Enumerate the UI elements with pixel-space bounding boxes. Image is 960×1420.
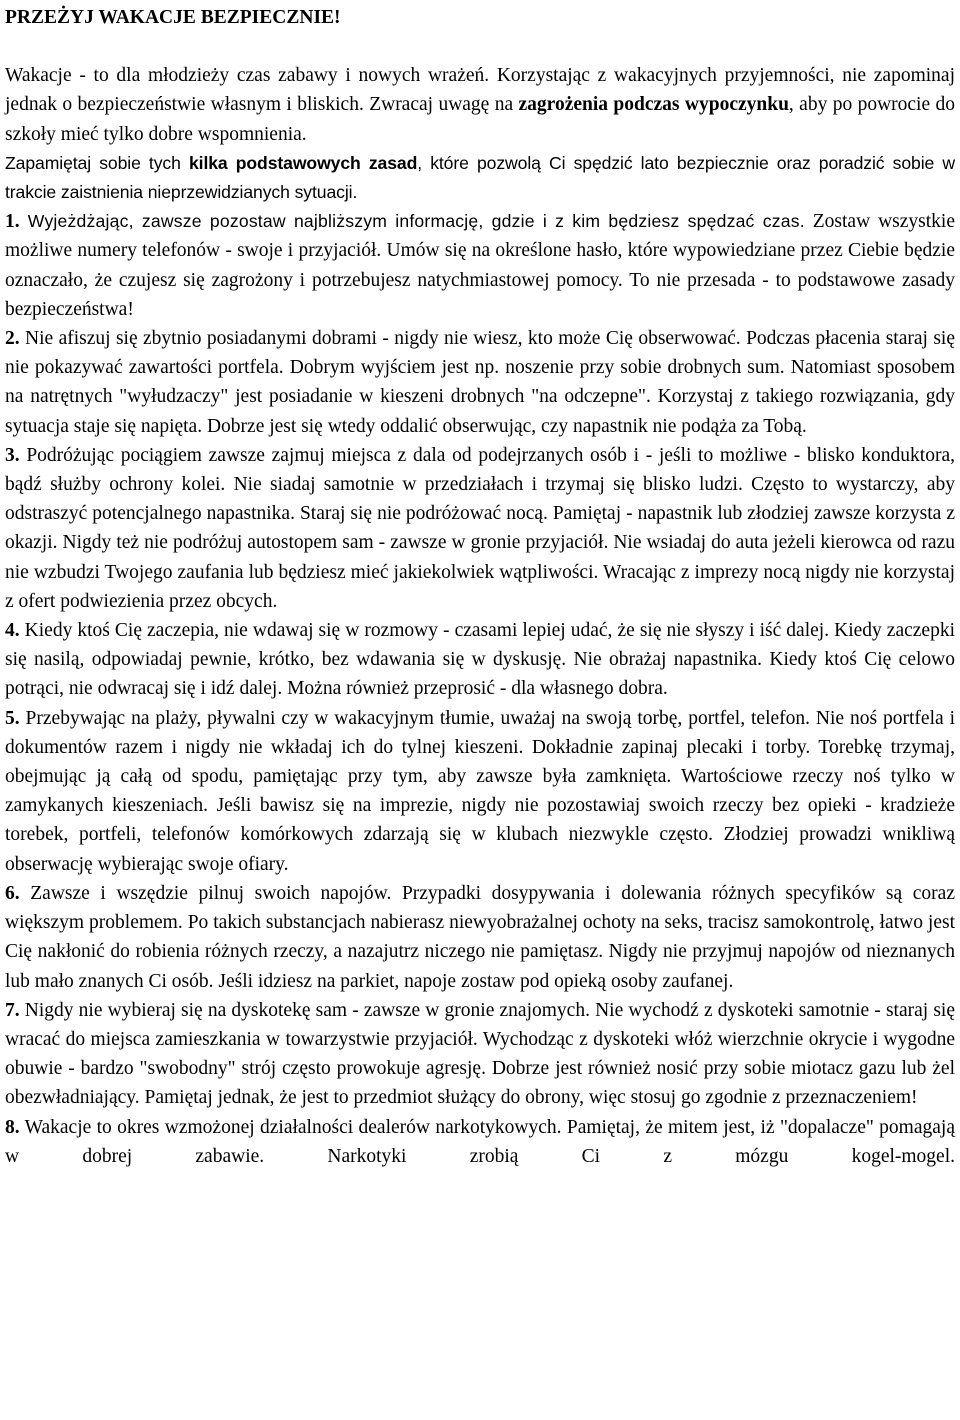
rules-intro-highlight: kilka podstawowych zasad — [188, 152, 418, 173]
rule-text: Nie afiszuj się zbytnio posiadanymi dobrami - nigdy nie wiesz, kto może Cię obserwować. Podczas płacenia staraj się nie pokazywać zawartości portfela. Dobrym wyjściem jest np. noszenie przy sobie drobnych sum. Natomiast sposobem na natrętnych "wyłudzaczy" jest posiadanie w kieszeni drobnych "na odczepne". Korzystaj z takiego rozwiązania, gdy sytuacja staje się napięta. Dobrze jest się wtedy oddalić obserwując, czy napastnik nie podąża za Tobą. — [5, 328, 955, 437]
rule-3 — [5, 441, 955, 616]
rule-text: Wakacje to okres wzmożonej działalności dealerów narkotykowych. Pamiętaj, że mitem jest, iż "dopalacze" pomagają w dobrej zabawie. Narkotyki zrobią Ci z mózgu kogel-mogel. — [5, 1116, 955, 1167]
document-title: PRZEŻYJ WAKACJE BEZPIECZNIE! — [5, 7, 341, 28]
rules-intro-text-end: , które pozwolą Ci spędzić lato bezpiecznie oraz poradzić sobie w trakcie zaistnienia nieprzewidzianych sytuacji. — [5, 152, 955, 203]
rules-intro-text: Zapamiętaj sobie tych — [5, 152, 189, 173]
intro-text-end: , aby po powrocie do szkoły mieć tylko dobre wspomnienia. — [5, 94, 956, 145]
rule-text: Zawsze i wszędzie pilnuj swoich napojów. Przypadki dosypywania i dolewania różnych specyfików są coraz większym problemem. Po takich substancjach nabierasz niewyobrażalnej ochoty na seks, tracisz samokontrolę, łatwo jest Cię nakłonić do robienia różnych rzeczy, a nazajutrz niczego nie pamiętasz. Nigdy nie przyjmuj napojów od nieznanych lub mało znanych Ci osób. Jeśli idziesz na parkiet, napoje zostaw pod opieką osoby zaufanej. — [5, 882, 955, 992]
rule-4 — [5, 616, 955, 704]
rule-2 — [5, 324, 955, 441]
rule-number: 6. — [5, 882, 20, 904]
rule-number: 8. — [5, 1116, 20, 1138]
rule-8 — [5, 1113, 955, 1171]
intro-highlight: zagrożenia podczas wypoczynku — [518, 94, 789, 116]
intro-paragraph — [5, 61, 955, 149]
rule-number: 1. — [5, 211, 20, 233]
rule-number: 5. — [5, 707, 20, 729]
rules-intro-paragraph — [5, 149, 955, 207]
rule-text: Podróżując pociągiem zawsze zajmuj miejsca z dala od podejrzanych osób i - jeśli to możliwe - blisko konduktora, bądź służby ochrony kolei. Nie siadaj samotnie w przedziałach i trzymaj się blisko ludzi. Często to wystarczy, aby odstraszyć potencjalnego napastnika. Staraj się nie podróżować nocą. Pamiętaj - napastnik lub złodziej zawsze korzysta z okazji. Nigdy też nie podróżuj autostopem sam - zawsze w gronie przyjaciół. Nie wsiadaj do auta jeżeli kierowca od razu nie wzbudzi Twojego zaufania lub będziesz mieć jakiekolwiek wątpliwości. Wracając z imprezy nocą nigdy nie korzystaj z ofert podwiezienia przez obcych. — [5, 444, 955, 612]
intro-text: Wakacje - to dla młodzieży czas zabawy i nowych wrażeń. Korzystając z wakacyjnych przyjemności, nie zapominaj jednak o bezpieczeństwie własnym i bliskich. Zwracaj uwagę na — [5, 65, 955, 116]
rule-text: Zostaw wszystkie możliwe numery telefonów - swoje i przyjaciół. Umów się na określone hasło, które wypowiedziane przez Ciebie będzie oznaczało, że czujesz się zagrożony i potrzebujesz natychmiastowej pomocy. To nie przesada - to podstawowe zasady bezpieczeństwa! — [5, 211, 956, 320]
rule-text: Nigdy nie wybieraj się na dyskotekę sam - zawsze w gronie znajomych. Nie wychodź z dyskoteki samotnie - staraj się wracać do miejsca zamieszkania w towarzystwie przyjaciół. Wychodząc z dyskoteki włóż wierzchnie okrycie i wygodne obuwie - bardzo "swobodny" strój często prowokuje agresję. Dobrze jest również nosić przy sobie miotacz gazu lub żel obezwładniający. Pamiętaj jednak, że jest to przedmiot służący do obrony, więc stosuj go zgodnie z przeznaczeniem! — [5, 999, 955, 1109]
rule-5 — [5, 704, 955, 879]
rule-lead: Wyjeżdżając, zawsze pozostaw najbliższym informację, gdzie i z kim będziesz spędzać czas. — [19, 211, 805, 232]
rule-number: 2. — [5, 328, 20, 350]
rule-number: 3. — [5, 444, 20, 466]
rule-6 — [5, 879, 955, 996]
rule-7 — [5, 996, 955, 1113]
rule-text: Przebywając na plaży, pływalni czy w wakacyjnym tłumie, uważaj na swoją torbę, portfel, telefon. Nie noś portfela i dokumentów razem i nigdy nie wkładaj ich do tylnej kieszeni. Dokładnie zapinaj plecaki i torby. Torebkę trzymaj, obejmując ją całą od spodu, pamiętając przy tym, aby zawsze była zamknięta. Wartościowe rzeczy noś tylko w zamykanych kieszeniach. Jeśli bawisz się na imprezie, nigdy nie pozostawiaj swoich rzeczy bez opieki - kradzieże torebek, portfeli, telefonów komórkowych zdarzają się w klubach niezwykle często. Złodziej prowadzi wnikliwą obserwację wybierając swoje ofiary. — [5, 707, 955, 875]
rule-number: 4. — [5, 620, 20, 642]
rule-text: Kiedy ktoś Cię zaczepia, nie wdawaj się w rozmowy - czasami lepiej udać, że się nie słyszy i iść dalej. Kiedy zaczepki się nasilą, odpowiadaj pewnie, krótko, bez wdawania się w dyskusję. Nie obrażaj napastnika. Kiedy ktoś Cię celowo potrąci, nie odwracaj się i idź dalej. Można również przeprosić - dla własnego dobra. — [5, 620, 955, 700]
rule-number: 7. — [5, 999, 20, 1021]
rule-1 — [5, 207, 955, 324]
